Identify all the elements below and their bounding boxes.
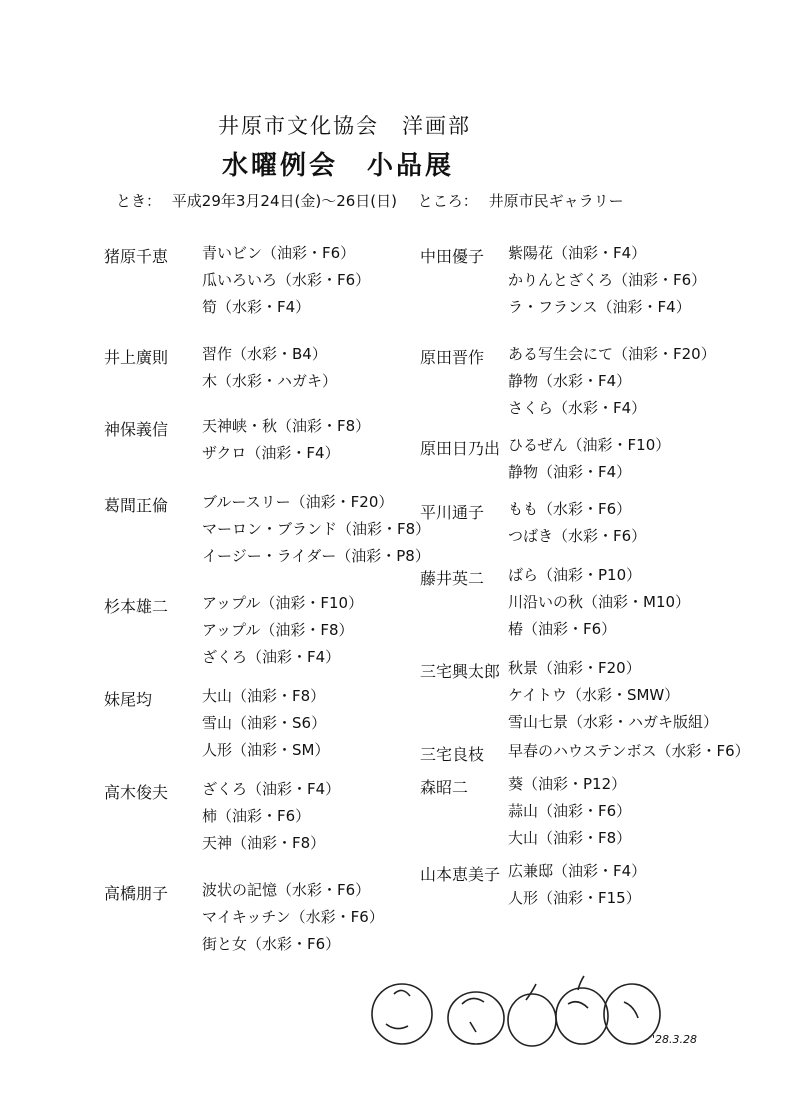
artist-name: 井上廣則	[104, 348, 169, 367]
artwork-title: 街と女（水彩・F6）	[202, 935, 341, 953]
artwork-title: ひるぜん（油彩・F10）	[508, 436, 671, 454]
artist-entry	[420, 432, 750, 486]
artist-name: 三宅良枝	[420, 745, 485, 764]
artist-entry	[420, 240, 750, 321]
exhibition-place: 井原市民ギャラリー	[488, 192, 624, 210]
artwork-title: マーロン・ブランド（油彩・F8）	[202, 520, 431, 538]
artist-entry	[104, 341, 404, 395]
artist-name: 中田優子	[420, 247, 485, 266]
artwork-title: 葵（油彩・P12）	[508, 775, 627, 793]
artist-name: 高木俊夫	[104, 783, 169, 802]
artwork-list	[508, 858, 750, 912]
artist-entry	[104, 683, 404, 764]
artwork-title: 人形（油彩・F15）	[508, 889, 641, 907]
artist-name: 高橋朋子	[104, 884, 169, 903]
artist-name: 平川通子	[420, 503, 485, 522]
artwork-title: 人形（油彩・SM）	[202, 741, 330, 759]
artwork-title: アップル（油彩・F10）	[202, 594, 364, 612]
artist-entry	[104, 240, 404, 321]
artwork-title: 波状の記憶（水彩・F6）	[202, 881, 371, 899]
artwork-title: ザクロ（油彩・F4）	[202, 444, 340, 462]
artist-name: 杉本雄二	[104, 597, 169, 616]
artist-name: 山本恵美子	[420, 865, 501, 884]
artist-name: 猪原千恵	[104, 247, 169, 266]
artist-entry	[420, 562, 750, 643]
artwork-list	[508, 341, 750, 422]
artist-entry	[104, 776, 404, 857]
artwork-list	[202, 683, 404, 764]
artwork-title: 広兼邸（油彩・F4）	[508, 862, 647, 880]
artist-entry	[420, 496, 750, 550]
artist-entry	[104, 413, 404, 467]
artwork-list	[202, 590, 404, 671]
artwork-title: 習作（水彩・B4）	[202, 345, 327, 363]
artwork-title: 秋景（油彩・F20）	[508, 659, 641, 677]
artwork-title: 天神（油彩・F8）	[202, 834, 326, 852]
exhibition-dates: 平成29年3月24日(金)～26日(日)	[171, 192, 398, 210]
artwork-title: 蒜山（油彩・F6）	[508, 802, 632, 820]
artwork-title: 静物（水彩・F4）	[508, 372, 632, 390]
artwork-title: 天神峡・秋（油彩・F8）	[202, 417, 371, 435]
artist-entry	[420, 655, 750, 736]
artwork-title: ブルースリー（油彩・F20）	[202, 493, 394, 511]
sketch-date-note: '28.3.28	[652, 1033, 698, 1046]
artwork-title: ざくろ（油彩・F4）	[202, 780, 341, 798]
artwork-title: 青いビン（油彩・F6）	[202, 244, 356, 262]
artwork-list	[202, 240, 404, 321]
artwork-title: 雪山（油彩・S6）	[202, 714, 327, 732]
artwork-list	[202, 413, 404, 467]
artist-entry	[420, 341, 750, 422]
artwork-title: 早春のハウステンボス（水彩・F6）	[508, 742, 750, 760]
artwork-list	[508, 738, 750, 765]
artwork-title: 椿（油彩・F6）	[508, 620, 617, 638]
artist-entry	[420, 771, 750, 852]
exhibition-info-line	[116, 190, 630, 211]
artwork-title: 川沿いの秋（油彩・M10）	[508, 593, 691, 611]
artwork-list	[202, 489, 430, 570]
artist-name: 三宅興太郎	[420, 662, 501, 681]
artist-name: 原田日乃出	[420, 439, 501, 458]
fruit-drawing-3	[508, 984, 556, 1046]
artwork-title: つばき（水彩・F6）	[508, 527, 647, 545]
artist-list-left	[104, 240, 431, 958]
artist-name: 葛間正倫	[104, 496, 169, 515]
artwork-list	[202, 341, 404, 395]
artwork-title: ある写生会にて（油彩・F20）	[508, 345, 716, 363]
artwork-list	[508, 496, 750, 550]
artwork-title: 筍（水彩・F4）	[202, 298, 311, 316]
artwork-title: 木（水彩・ハガキ）	[202, 372, 338, 390]
artist-entry	[104, 489, 431, 570]
artist-name: 森昭二	[420, 778, 469, 797]
artwork-title: かりんとざくろ（油彩・F6）	[508, 271, 707, 289]
organization-heading: 井原市文化協会 洋画部	[218, 114, 471, 138]
artist-entry	[104, 877, 404, 958]
exhibition-title: 水曜例会 小品展	[222, 151, 455, 181]
artwork-list	[508, 432, 750, 486]
artwork-title: アップル（油彩・F8）	[202, 621, 354, 639]
artwork-title: マイキッチン（水彩・F6）	[202, 908, 384, 926]
artwork-list	[508, 562, 750, 643]
artwork-title: さくら（水彩・F4）	[508, 399, 647, 417]
artwork-title: 大山（油彩・F8）	[202, 687, 326, 705]
artist-name: 神保義信	[104, 420, 169, 439]
artwork-title: 大山（油彩・F8）	[508, 829, 632, 847]
artist-name: 藤井英二	[420, 569, 485, 588]
artwork-title: イージー・ライダー（油彩・P8）	[202, 547, 430, 565]
artwork-title: もも（水彩・F6）	[508, 500, 632, 518]
fruit-drawing-2	[448, 992, 504, 1044]
artwork-title: 瓜いろいろ（水彩・F6）	[202, 271, 371, 289]
artist-name: 妹尾均	[104, 690, 153, 709]
artwork-title: 柿（油彩・F6）	[202, 807, 311, 825]
artwork-list	[202, 776, 404, 857]
artwork-title: 静物（油彩・F4）	[508, 463, 632, 481]
artist-name: 原田晋作	[420, 348, 485, 367]
artist-list-right	[420, 240, 750, 912]
artist-entry	[420, 858, 750, 912]
dates-label: とき：	[116, 192, 162, 210]
artwork-title: ざくろ（油彩・F4）	[202, 648, 341, 666]
place-label: ところ：	[417, 192, 478, 210]
artwork-title: 紫陽花（油彩・F4）	[508, 244, 647, 262]
artist-entry	[104, 590, 404, 671]
artwork-title: 雪山七景（水彩・ハガキ版組）	[508, 713, 719, 731]
artwork-title: ケイトウ（水彩・SMW）	[508, 686, 680, 704]
artist-entry	[420, 738, 750, 765]
artwork-list	[508, 655, 750, 736]
artwork-title: ばら（油彩・P10）	[508, 566, 642, 584]
fruit-drawing-1	[372, 984, 432, 1044]
artwork-list	[508, 771, 750, 852]
artwork-title: ラ・フランス（油彩・F4）	[508, 298, 691, 316]
artwork-list	[508, 240, 750, 321]
artwork-list	[202, 877, 404, 958]
fruit-drawing-4	[556, 976, 608, 1044]
